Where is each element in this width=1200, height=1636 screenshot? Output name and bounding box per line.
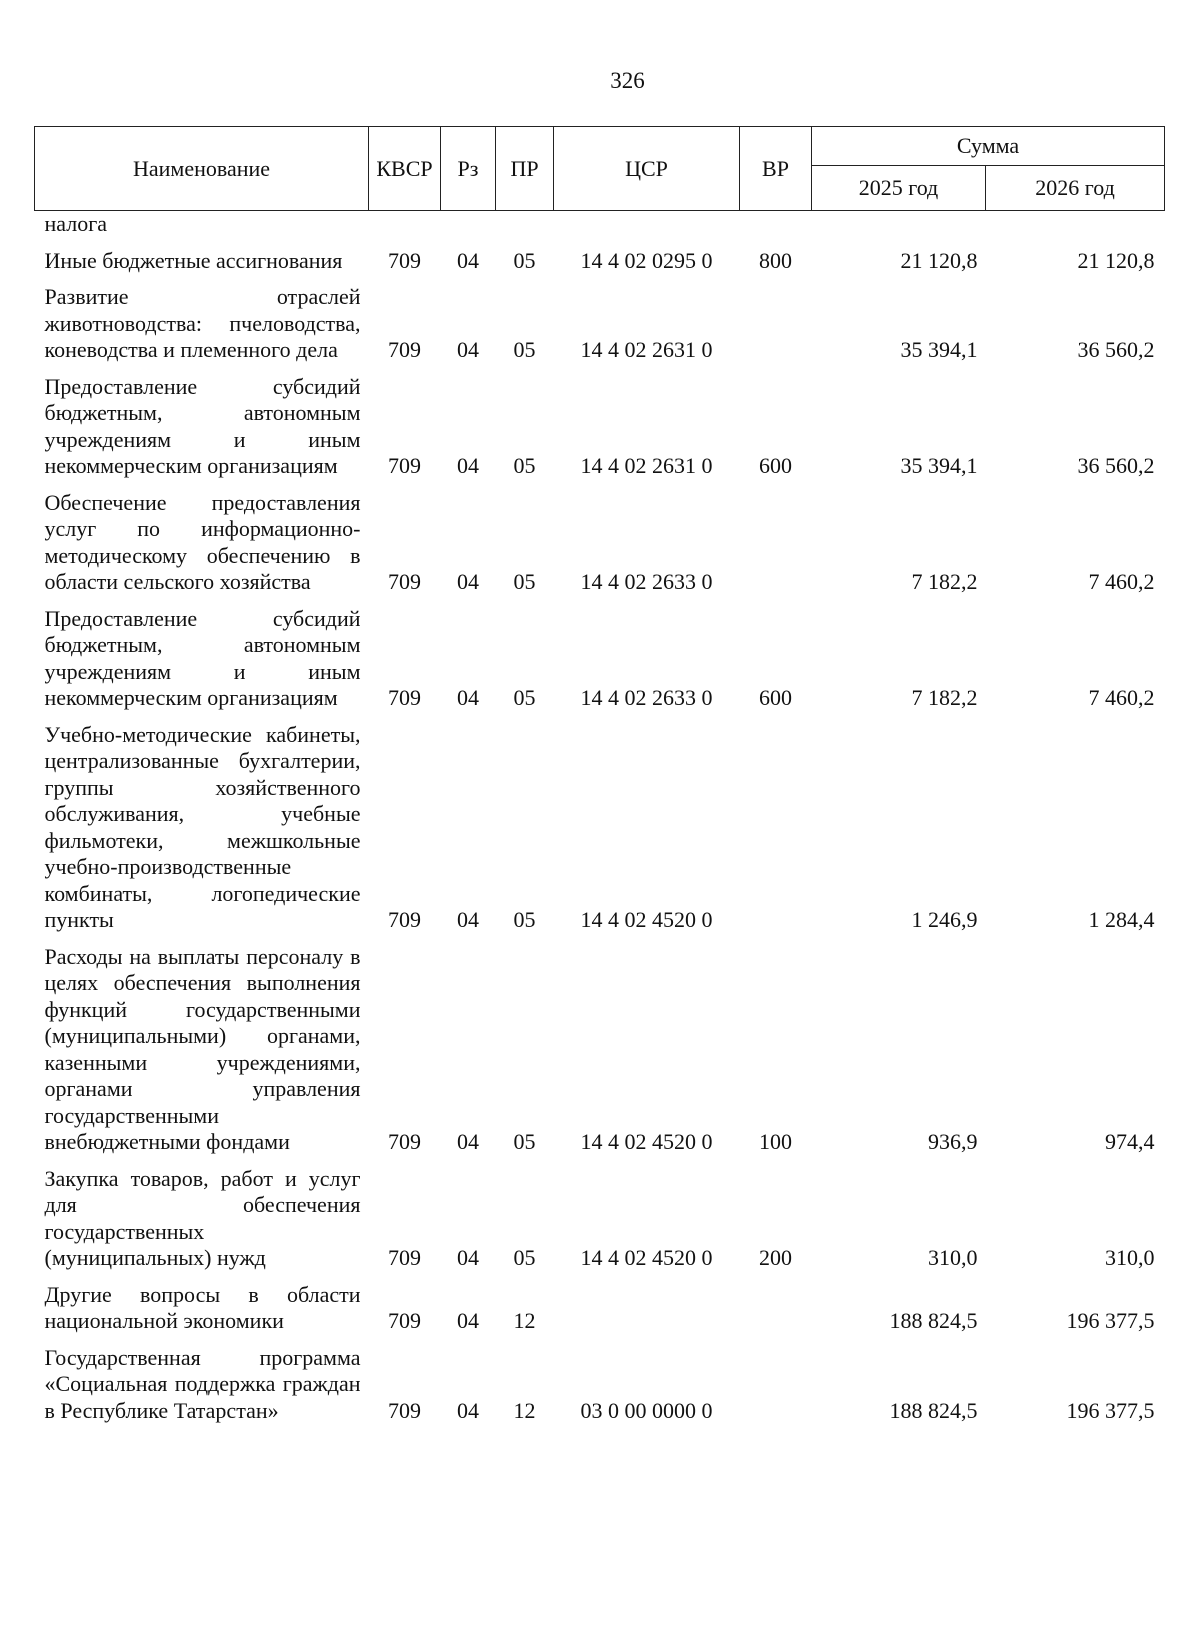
header-year-2025: 2025 год (812, 166, 986, 211)
cell-kvsr: 709 (388, 1245, 421, 1270)
cell-rz: 04 (457, 1129, 479, 1154)
cell-vr: 600 (759, 685, 792, 710)
cell-rz (441, 211, 496, 238)
cell-sum-2026: 7 460,2 (1088, 685, 1155, 710)
cell-vr (740, 211, 812, 238)
cell-kvsr: 709 (388, 1129, 421, 1154)
cell-rz: 04 (457, 1397, 479, 1423)
cell-sum-2026: 196 377,5 (1066, 1397, 1155, 1423)
header-pr: ПР (496, 127, 554, 211)
cell-sum-2025: 35 394,1 (900, 453, 978, 478)
table-row (35, 712, 1165, 934)
page-number: 326 (610, 68, 645, 93)
header-csr: ЦСР (554, 127, 740, 211)
table-row (35, 1156, 1165, 1272)
table-header (35, 127, 1165, 211)
cell-sum-2026: 974,4 (1105, 1129, 1155, 1154)
cell-kvsr: 709 (388, 337, 421, 362)
cell-pr: 05 (513, 569, 536, 594)
table-row (35, 364, 1165, 480)
cell-sum-2025 (812, 211, 986, 238)
cell-vr (740, 712, 812, 934)
cell-sum-2025: 21 120,8 (900, 247, 978, 273)
cell-csr: 14 4 02 0295 0 (580, 247, 713, 273)
cell-vr: 200 (759, 1245, 792, 1270)
cell-vr: 600 (759, 453, 792, 478)
cell-sum-2026: 36 560,2 (1077, 453, 1155, 478)
cell-sum-2026: 7 460,2 (1088, 569, 1155, 594)
table-row (35, 480, 1165, 596)
cell-csr: 14 4 02 2631 0 (580, 337, 713, 362)
cell-rz: 04 (457, 247, 479, 273)
header-kvsr: КВСР (369, 127, 441, 211)
header-rz: Рз (441, 127, 496, 211)
table-body (35, 211, 1165, 1425)
cell-pr: 05 (513, 453, 536, 478)
cell-name: Иные бюджетные ассигнования (44, 247, 343, 273)
cell-kvsr: 709 (388, 453, 421, 478)
cell-vr (740, 1272, 812, 1335)
cell-rz: 04 (457, 685, 479, 710)
header-name: Наименование (35, 127, 369, 211)
cell-csr: 14 4 02 2633 0 (580, 685, 713, 710)
cell-csr: 14 4 02 4520 0 (580, 1245, 713, 1270)
cell-vr (740, 480, 812, 596)
cell-csr (554, 1272, 740, 1335)
table-row (35, 1335, 1165, 1425)
table-row (35, 211, 1165, 238)
cell-vr: 100 (759, 1129, 792, 1154)
budget-table (34, 126, 1165, 1424)
cell-pr: 05 (513, 685, 536, 710)
cell-rz: 04 (457, 1245, 479, 1270)
cell-sum-2025: 310,0 (928, 1245, 978, 1270)
cell-sum-2025: 1 246,9 (911, 907, 978, 932)
cell-name: Развитие отраслей животноводства: пчеловодства, коневодства и племенного дела (44, 284, 361, 362)
cell-sum-2026: 1 284,4 (1088, 907, 1155, 932)
header-year-2026: 2026 год (986, 166, 1165, 211)
cell-csr: 14 4 02 2633 0 (580, 569, 713, 594)
cell-csr: 03 0 00 0000 0 (580, 1397, 713, 1423)
table-row (35, 238, 1165, 275)
cell-sum-2025: 188 824,5 (889, 1397, 978, 1423)
table-row (35, 934, 1165, 1156)
cell-rz: 04 (457, 907, 479, 932)
cell-pr: 05 (513, 907, 536, 932)
cell-name: Обеспечение предоставления услуг по информационно-методическому обеспечению в области сельского хозяйства (44, 489, 361, 594)
cell-name: Другие вопросы в области национальной экономики (44, 1281, 361, 1333)
cell-csr (554, 211, 740, 238)
cell-kvsr: 709 (388, 907, 421, 932)
cell-name: Расходы на выплаты персоналу в целях обеспечения выполнения функций государственными (муниципальными) органами, казенными учреждениями, органами управления государственными внебюджетными фондами (44, 943, 361, 1154)
cell-kvsr: 709 (388, 569, 421, 594)
cell-rz: 04 (457, 337, 479, 362)
cell-kvsr: 709 (388, 685, 421, 710)
cell-rz: 04 (457, 1308, 479, 1333)
cell-name: Закупка товаров, работ и услуг для обеспечения государственных (муниципальных) нужд (44, 1165, 361, 1270)
cell-rz: 04 (457, 569, 479, 594)
cell-name: налога (44, 211, 107, 236)
cell-vr: 800 (759, 247, 792, 273)
table-row (35, 596, 1165, 712)
cell-pr: 05 (513, 247, 536, 273)
cell-rz: 04 (457, 453, 479, 478)
table-row (35, 274, 1165, 364)
cell-name: Государственная программа «Социальная поддержка граждан в Республике Татарстан» (44, 1344, 361, 1423)
cell-sum-2026: 36 560,2 (1077, 337, 1155, 362)
cell-kvsr: 709 (388, 247, 421, 273)
cell-sum-2025: 188 824,5 (889, 1308, 978, 1333)
cell-pr: 05 (513, 1129, 536, 1154)
cell-csr: 14 4 02 2631 0 (580, 453, 713, 478)
cell-csr: 14 4 02 4520 0 (580, 907, 713, 932)
cell-pr (496, 211, 554, 238)
cell-vr (740, 1335, 812, 1425)
cell-sum-2026 (986, 211, 1165, 238)
cell-kvsr (369, 211, 441, 238)
cell-sum-2026: 310,0 (1105, 1245, 1155, 1270)
cell-name: Учебно-методические кабинеты, централизованные бухгалтерии, группы хозяйственного обслуживания, учебные фильмотеки, межшкольные учебно-производственные комбинаты, логопедические пункты (44, 721, 361, 932)
header-sum: Сумма (812, 127, 1165, 166)
cell-csr: 14 4 02 4520 0 (580, 1129, 713, 1154)
cell-sum-2025: 7 182,2 (911, 685, 978, 710)
cell-pr: 12 (513, 1397, 536, 1423)
cell-sum-2026: 21 120,8 (1077, 247, 1155, 273)
cell-pr: 05 (513, 337, 536, 362)
cell-kvsr: 709 (388, 1308, 421, 1333)
cell-sum-2026: 196 377,5 (1066, 1308, 1155, 1333)
cell-sum-2025: 7 182,2 (911, 569, 978, 594)
cell-vr (740, 274, 812, 364)
cell-sum-2025: 936,9 (928, 1129, 978, 1154)
table-row (35, 1272, 1165, 1335)
header-vr: ВР (740, 127, 812, 211)
cell-pr: 05 (513, 1245, 536, 1270)
cell-pr: 12 (513, 1308, 536, 1333)
cell-name: Предоставление субсидий бюджетным, автономным учреждениям и иным некоммерческим организациям (44, 605, 361, 710)
cell-kvsr: 709 (388, 1397, 421, 1423)
cell-sum-2025: 35 394,1 (900, 337, 978, 362)
cell-name: Предоставление субсидий бюджетным, автономным учреждениям и иным некоммерческим организациям (44, 373, 361, 478)
